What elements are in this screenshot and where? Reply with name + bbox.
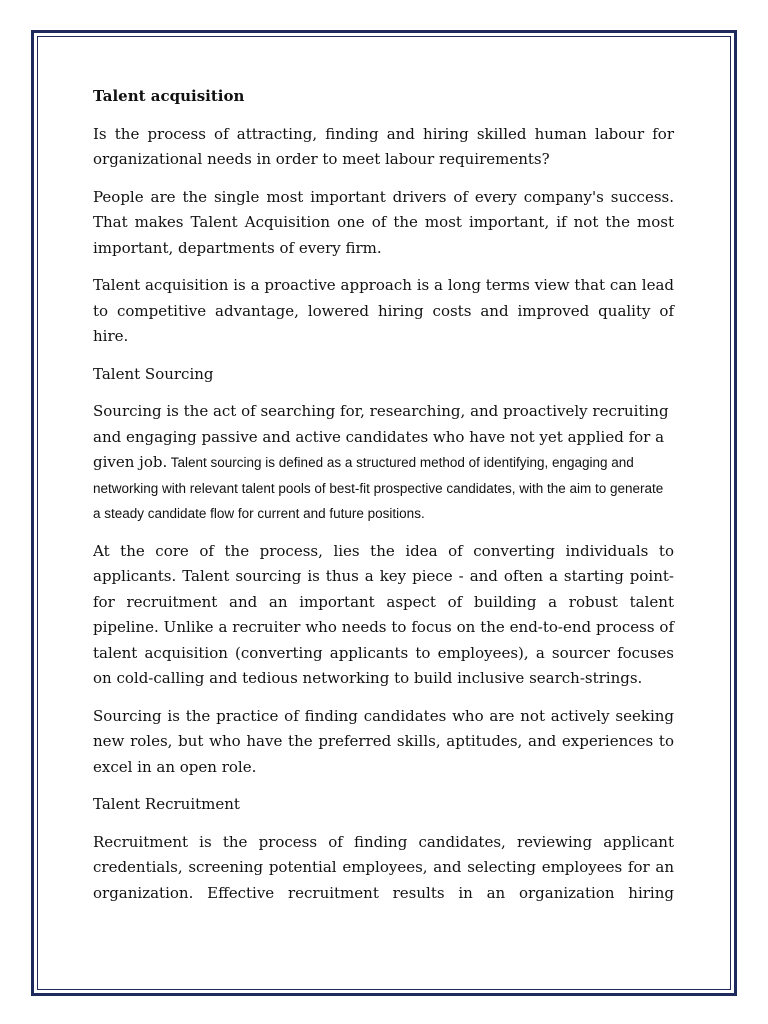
- sourcing-serif-run: Sourcing is the act of searching for, researching, and proactively recruiting and engaging passive and active candidates who have not yet applied for a given job.: [93, 402, 669, 471]
- paragraph-people: People are the single most important drivers of every company's success. That makes Talent Acquisition one of the most important, if not the most important, departments of every firm.: [93, 187, 674, 257]
- sourcing-sans-run: Talent sourcing is defined as a structured method of identifying, engaging and networking with relevant talent pools of best-fit prospective candidates, with the aim to generate a steady candidate flow for current and future positions.: [93, 455, 664, 521]
- section-heading-recruitment: Talent Recruitment: [93, 795, 240, 813]
- document-body: [93, 84, 674, 918]
- paragraph-recruitment: Recruitment is the process of finding candidates, reviewing applicant credentials, screening potential employees, and selecting employees for an organization. Effective recruitment results in an organization hiring: [93, 832, 674, 902]
- paragraph-intro: Is the process of attracting, finding and hiring skilled human labour for organizational needs in order to meet labour requirements?: [93, 124, 674, 168]
- paragraph-sourcing-3: Sourcing is the practice of finding candidates who are not actively seeking new roles, but who have the preferred skills, aptitudes, and experiences to excel in an open role.: [93, 706, 674, 776]
- paragraph-proactive: Talent acquisition is a proactive approach is a long terms view that can lead to competitive advantage, lowered hiring costs and improved quality of hire.: [93, 276, 674, 345]
- paragraph-sourcing-2: At the core of the process, lies the idea of converting individuals to applicants. Talent sourcing is thus a key piece - and often a starting point- for recruitment and an important aspect of building a robust talent pipeline. Unlike a recruiter who needs to focus on the end-to-end process of talent acquisition (converting applicants to employees), a sourcer focuses on cold-calling and tedious networking to build inclusive search-strings.: [93, 541, 674, 687]
- paragraph-sourcing-1: [93, 399, 674, 527]
- document-title: Talent acquisition: [93, 87, 245, 105]
- section-heading-sourcing: Talent Sourcing: [93, 364, 214, 383]
